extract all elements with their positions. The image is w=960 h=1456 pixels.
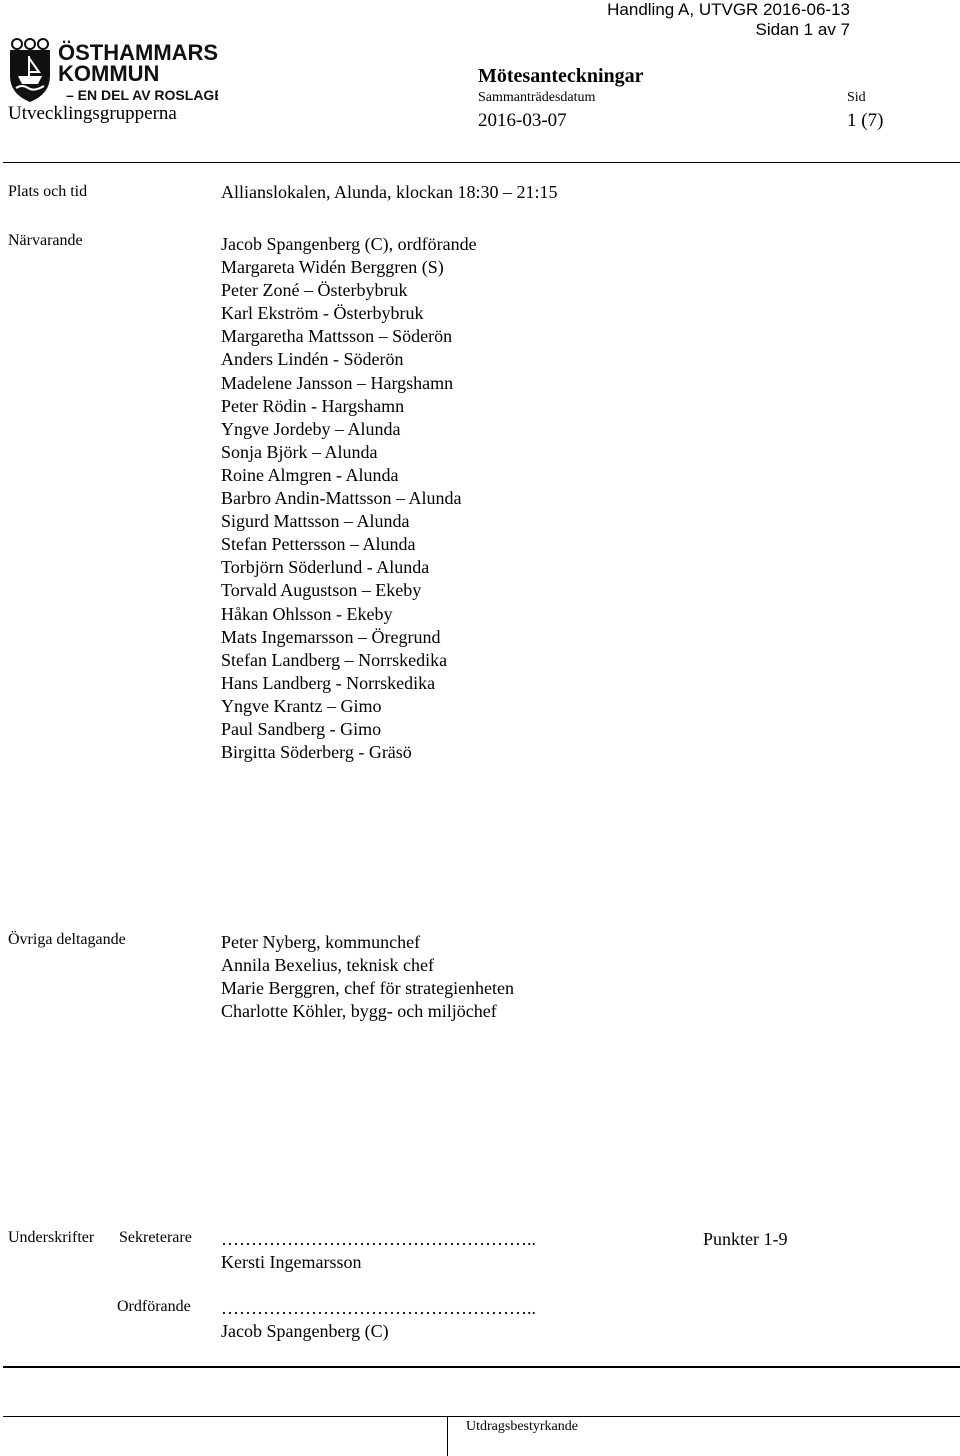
secretary-label: Sekreterare	[119, 1229, 192, 1246]
attendee-name: Stefan Landberg – Norrskedika	[221, 649, 448, 670]
attendee-name: Torbjörn Söderlund - Alunda	[221, 557, 430, 578]
attendee-name: Anders Lindén - Söderön	[221, 349, 404, 370]
attendee-name: Barbro Andin-Mattsson – Alunda	[221, 488, 462, 509]
footer-divider-bottom	[3, 1416, 960, 1417]
attendee-name: Sigurd Mattsson – Alunda	[221, 511, 410, 532]
attendee-name: Margareta Widén Berggren (S)	[221, 257, 444, 278]
attendee-name: Yngve Krantz – Gimo	[221, 695, 382, 716]
points-reference: Punkter 1-9	[703, 1229, 788, 1249]
attendee-name: Hans Landberg - Norrskedika	[221, 672, 436, 693]
logo-emblem-icon	[8, 36, 218, 104]
meeting-date-label: Sammanträdesdatum	[478, 90, 596, 105]
attendee-name: Margaretha Mattsson – Söderön	[221, 326, 453, 347]
chair-label: Ordförande	[117, 1298, 191, 1315]
attendee-name: Roine Almgren - Alunda	[221, 464, 399, 485]
chair-signature-line: ……………………………………………..	[221, 1298, 536, 1318]
attendee-name: Karl Ekström - Österbybruk	[221, 303, 424, 324]
department-name: Utvecklingsgrupperna	[8, 103, 177, 124]
present-list	[221, 233, 477, 764]
attendee-name: Sonja Björk – Alunda	[221, 441, 378, 462]
attendee-name: Madelene Jansson – Hargshamn	[221, 372, 454, 393]
attendee-name: Peter Zoné – Österbybruk	[221, 280, 408, 301]
svg-text:– EN DEL AV ROSLAGEN: – EN DEL AV ROSLAGEN	[66, 87, 218, 103]
present-label: Närvarande	[8, 232, 83, 249]
chair-name: Jacob Spangenberg (C)	[221, 1321, 389, 1341]
page-label: Sid	[847, 90, 866, 105]
others-label: Övriga deltagande	[8, 931, 126, 948]
secretary-name: Kersti Ingemarsson	[221, 1252, 362, 1272]
header-divider	[3, 162, 960, 163]
attendee-name: Stefan Pettersson – Alunda	[221, 534, 416, 555]
attendee-name: Paul Sandberg - Gimo	[221, 718, 382, 739]
page-count: Sidan 1 av 7	[755, 20, 850, 39]
attendee-name: Torvald Augustson – Ekeby	[221, 580, 422, 601]
page-number: 1 (7)	[847, 110, 884, 131]
other-participant-name: Marie Berggren, chef för strategienheten	[221, 978, 515, 998]
meeting-date: 2016-03-07	[478, 110, 567, 131]
secretary-signature-line: ……………………………………………..	[221, 1229, 536, 1249]
attendee-name: Håkan Ohlsson - Ekeby	[221, 603, 393, 624]
attendee-name: Yngve Jordeby – Alunda	[221, 418, 401, 439]
attendee-name: Peter Rödin - Hargshamn	[221, 395, 405, 416]
footer-divider-top	[3, 1366, 960, 1368]
attendee-name: Birgitta Söderberg - Gräsö	[221, 742, 412, 763]
other-participant-name: Charlotte Köhler, bygg- och miljöchef	[221, 1001, 497, 1021]
extract-certification-label: Utdragsbestyrkande	[466, 1419, 578, 1434]
place-label: Plats och tid	[8, 183, 88, 200]
svg-text:ÖSTHAMMARS: ÖSTHAMMARS	[58, 40, 218, 65]
place-value: Allianslokalen, Alunda, klockan 18:30 – 21:15	[221, 182, 558, 202]
document-title: Mötesanteckningar	[478, 65, 644, 87]
municipality-logo	[8, 36, 218, 104]
attendee-name: Jacob Spangenberg (C), ordförande	[221, 234, 477, 254]
others-list	[221, 931, 514, 1023]
signatures-label: Underskrifter	[8, 1229, 95, 1246]
attendee-name: Mats Ingemarsson – Öregrund	[221, 626, 441, 647]
extract-box-border	[447, 1416, 448, 1456]
other-participant-name: Peter Nyberg, kommunchef	[221, 932, 421, 952]
svg-text:KOMMUN: KOMMUN	[58, 61, 160, 86]
handling-stamp: Handling A, UTVGR 2016-06-13	[607, 0, 850, 19]
other-participant-name: Annila Bexelius, teknisk chef	[221, 955, 434, 975]
